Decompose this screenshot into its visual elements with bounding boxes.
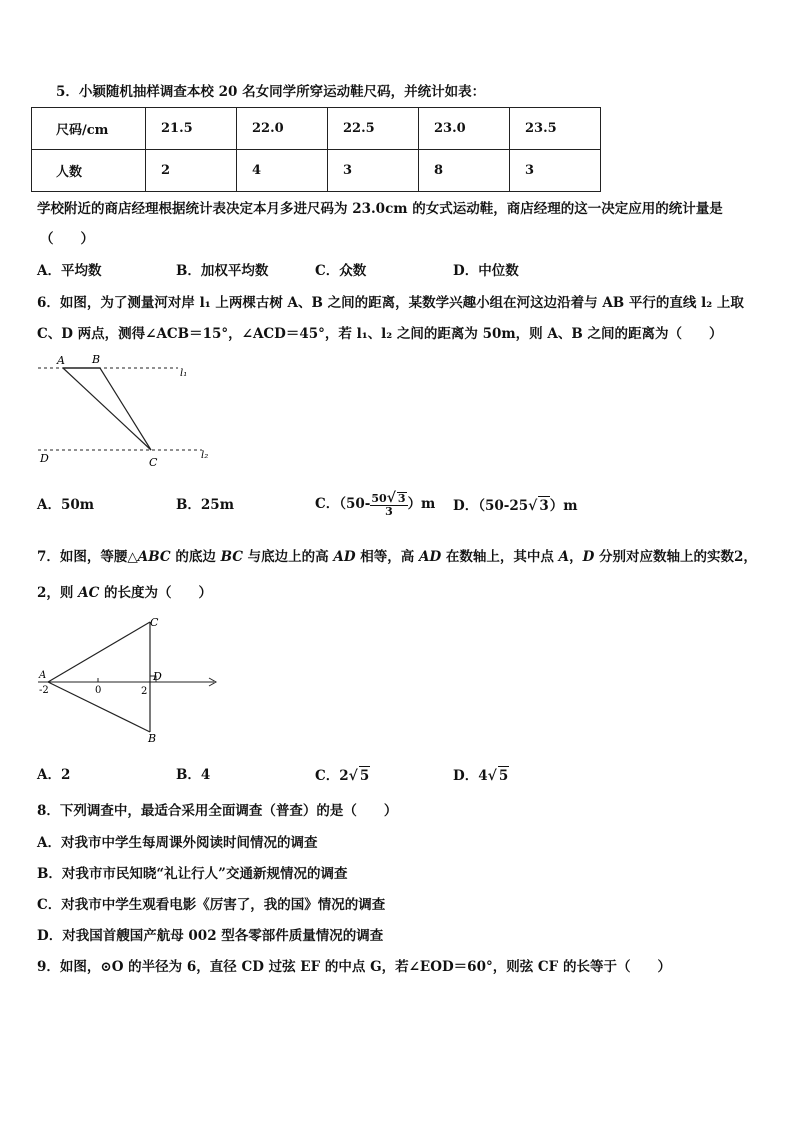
text: AC <box>78 585 100 601</box>
text: 的底边 <box>170 549 221 565</box>
q7-stem-line1 <box>37 548 757 566</box>
cell-count: 2 <box>146 150 237 192</box>
q7-option-a: A．2 <box>37 767 71 783</box>
q5-after-text: 学校附近的商店经理根据统计表决定本月多进尺码为 23.0cm 的女式运动鞋，商店经理的这一决定应用的统计量是 <box>37 201 723 217</box>
q9-stem: 9．如图，⊙O 的半径为 6，直径 CD 过弦 EF 的中点 G，若∠EOD＝60°，则弦 CF 的长等于（ ） <box>37 959 671 975</box>
text: 7．如图，等腰△ <box>37 549 138 565</box>
q5-bracket: （ ） <box>40 231 94 247</box>
text: 的长度为（ ） <box>99 585 213 601</box>
text: 分别对应数轴上的实数2， <box>594 549 757 565</box>
q8-option-c: C．对我市中学生观看电影《厉害了，我的国》情况的调查 <box>37 897 386 913</box>
q6-option-c-prefix: C．（50- <box>315 496 371 512</box>
text: 2，则 <box>37 585 79 601</box>
segment-ac <box>48 622 150 682</box>
label-b: B <box>148 732 157 745</box>
cell-size: 23.0 <box>419 108 510 150</box>
text: D <box>582 549 595 565</box>
radicand: 5 <box>359 768 370 784</box>
tick-label-2: 2 <box>141 686 148 697</box>
table-row <box>32 108 601 150</box>
label-l2: l₂ <box>201 450 209 461</box>
cell-count: 3 <box>510 150 601 192</box>
text: ABC <box>137 549 171 565</box>
q7-option-c: C．2√ 5 <box>315 768 370 784</box>
text: ， <box>569 549 583 565</box>
cell-size: 22.0 <box>237 108 328 150</box>
q6-option-d-prefix: D．（50-25 <box>453 498 529 514</box>
cell-count: 4 <box>237 150 328 192</box>
q7-option-d: D．4√ 5 <box>453 768 509 784</box>
label-a: A <box>57 354 65 367</box>
q8-option-a: A．对我市中学生每周课外阅读时间情况的调查 <box>37 835 318 851</box>
text: BC <box>220 549 243 565</box>
row-label-count: 人数 <box>32 150 146 192</box>
shoe-size-table <box>31 107 601 192</box>
q7-option-b: B．4 <box>176 767 211 783</box>
cell-size: 23.5 <box>510 108 601 150</box>
q6-option-d-suffix: ）m <box>549 498 578 514</box>
radicand: 3 <box>539 498 549 514</box>
cell-size: 22.5 <box>328 108 419 150</box>
fraction-denominator: 3 <box>385 504 393 518</box>
fraction: $\frac{50√ 3}{3}$ <box>371 489 406 518</box>
q5-option-a: A．平均数 <box>37 263 102 279</box>
label-b: B <box>92 353 101 366</box>
cell-size: 21.5 <box>146 108 237 150</box>
text: 与底边上的高 <box>242 549 334 565</box>
label-d: D <box>40 452 49 465</box>
q8-stem: 8．下列调查中，最适合采用全面调查（普查）的是（ ） <box>37 803 398 819</box>
q6-option-c-suffix: ）m <box>407 496 436 512</box>
radicand: 3 <box>397 491 406 505</box>
cell-count: 8 <box>419 150 510 192</box>
tick-label-neg2: -2 <box>39 685 49 696</box>
q6-stem-line1: 6．如图，为了测量河对岸 l₁ 上两棵古树 A、B 之间的距离，某数学兴趣小组在河这边沿着与 AB 平行的直线 l₂ 上取 <box>37 295 744 311</box>
q8-option-b: B．对我市市民知晓“礼让行人”交通新规情况的调查 <box>37 866 348 882</box>
label-c: C <box>150 616 159 629</box>
label-l1: l₁ <box>180 368 188 379</box>
q8-option-d: D．对我国首艘国产航母 002 型各零部件质量情况的调查 <box>37 928 384 944</box>
q6-option-b: B．25m <box>176 497 234 513</box>
text: D．4 <box>453 768 488 784</box>
q5-stem: 5．小颖随机抽样调查本校 20 名女同学所穿运动鞋尺码，并统计如表： <box>56 84 486 100</box>
tick-label-0: 0 <box>95 685 102 696</box>
q6-stem-line2: C、D 两点，测得∠ACB＝15°，∠ACD＝45°，若 l₁、l₂ 之间的距离为 50m，则 A、B 之间的距离为（ ） <box>37 326 723 342</box>
q5-option-d: D．中位数 <box>453 263 519 279</box>
q5-option-c: C．众数 <box>315 263 367 279</box>
fraction-coef: 50 <box>371 491 387 505</box>
river-figure <box>30 348 220 473</box>
q6-option-d: D．（50-25√ 3）m <box>453 498 578 514</box>
label-a: A <box>39 670 47 681</box>
text: C．2 <box>315 768 349 784</box>
table-row <box>32 150 601 192</box>
text: 相等，高 <box>355 549 419 565</box>
q6-option-c <box>315 484 435 524</box>
number-line-figure <box>30 612 230 747</box>
label-d: D <box>153 670 162 683</box>
label-c: C <box>149 456 158 469</box>
text: AD <box>333 549 356 565</box>
q5-option-b: B．加权平均数 <box>176 263 269 279</box>
q6-option-a: A．50m <box>37 497 95 513</box>
radicand: 5 <box>498 768 509 784</box>
text: AD <box>418 549 442 565</box>
text: 在数轴上，其中点 <box>441 549 559 565</box>
cell-count: 3 <box>328 150 419 192</box>
text: A <box>558 549 570 565</box>
row-label-size: 尺码/cm <box>32 108 146 150</box>
q7-stem-line2 <box>37 584 212 602</box>
